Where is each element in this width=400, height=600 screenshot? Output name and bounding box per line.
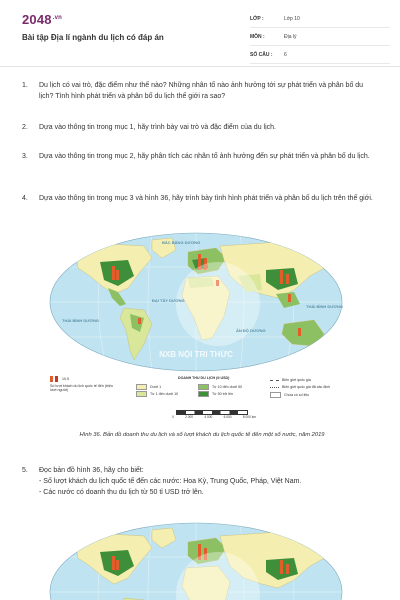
question-text: Du lịch có vai trò, đặc điểm như thế nào? Những nhân tố nào ảnh hưởng tới sự phát triển và phân bố du lịch? Tình hình phát triển và phân bố du lịch thế giới ra sao? [39, 82, 364, 100]
meta-table [250, 10, 390, 64]
world-map [48, 232, 344, 372]
site-logo[interactable] [22, 12, 62, 27]
word: nước [57, 489, 75, 496]
border-line-icon [270, 380, 279, 381]
legend-label: Từ 1 đến dưới 10 [150, 392, 179, 396]
word: có [76, 489, 84, 496]
legend-item [198, 384, 242, 390]
meta-row-class [250, 10, 390, 28]
question-text [39, 465, 379, 498]
word: lịch [128, 489, 140, 496]
bar-chart-icon [50, 376, 59, 382]
ocean-label: THÁI BÌNH DƯƠNG [62, 318, 99, 323]
legend-tourist-desc [50, 384, 120, 392]
document-title: Bài tập Địa lí ngành du lịch có đáp án [22, 33, 164, 42]
meta-row-subject [250, 28, 390, 46]
map-legend [48, 374, 348, 426]
logo-text: 2048 [22, 12, 52, 27]
word: từ [141, 489, 148, 496]
question-number: 4. [22, 195, 28, 202]
legend-item [136, 391, 178, 397]
legend-title: DOANH THU DU LỊCH (tỉ USD) [178, 376, 230, 380]
word: lên. [192, 489, 204, 496]
legend-label: Biên giới quốc gia đã xác định [282, 385, 331, 389]
legend-label: Dưới 1 [150, 385, 162, 389]
legend-label: Biên giới quốc gia [282, 378, 311, 382]
meta-key: LỚP : [250, 15, 264, 22]
world-map-repeat [48, 522, 344, 600]
legend-item [270, 378, 311, 382]
legend-label: 10,5 [62, 377, 69, 381]
question-number: 2. [22, 124, 28, 131]
world-map [48, 522, 344, 600]
question-number: 3. [22, 153, 28, 160]
question-text: Dựa vào thông tin trong mục 3 và hình 36, hãy trình bày tình hình phát triển và phân bố du lịch trên thế giới. [39, 195, 373, 202]
word: 50 [149, 489, 158, 496]
map-scale-labels [172, 415, 256, 419]
legend-item [270, 385, 330, 389]
scale-label: 8 000 km [242, 415, 256, 419]
scale-label: 2 000 [185, 415, 194, 419]
question-2 [22, 122, 382, 134]
word: Các [43, 489, 56, 496]
meta-value: 6 [284, 51, 287, 58]
word: USD [164, 489, 180, 496]
word: tỉ [159, 489, 163, 496]
meta-value: Lớp 10 [284, 15, 300, 22]
legend-swatch [136, 384, 147, 390]
ocean-label: THÁI BÌNH DƯƠNG [306, 304, 343, 309]
legend-swatch [198, 384, 209, 390]
ocean-label: ẤN ĐỘ DƯƠNG [236, 328, 266, 333]
world-map-figure-36 [48, 232, 344, 372]
legend-swatch [270, 392, 281, 398]
word: thu [107, 489, 117, 496]
legend-label: Từ 50 trở lên [212, 392, 233, 396]
logo-suffix: .vn [52, 14, 63, 21]
word: trở [181, 489, 191, 496]
document-header [0, 0, 400, 67]
question-intro: Đọc bản đồ hình 36, hãy cho biết: [39, 467, 144, 474]
scale-label: 6 000 [223, 415, 232, 419]
ocean-label: BẮC BĂNG DƯƠNG [162, 240, 201, 245]
legend-tourist-bars [50, 376, 69, 382]
border-line-icon [270, 387, 279, 388]
question-line-justified [39, 487, 379, 498]
legend-item [198, 391, 233, 397]
question-line: - Số lượt khách du lịch quốc tế đến các nước: Hoa Kỳ, Trung Quốc, Pháp, Việt Nam. [39, 478, 302, 485]
scale-label: 0 [172, 415, 174, 419]
question-text: Dựa vào thông tin trong mục 2, hãy phân tích các nhân tố ảnh hưởng đến sự phát triển và phân bố du lịch. [39, 153, 370, 160]
question-4 [22, 193, 382, 217]
legend-swatch [198, 391, 209, 397]
legend-swatch [136, 391, 147, 397]
scale-label: 4 000 [204, 415, 213, 419]
word: - [39, 489, 42, 496]
meta-value: Địa lý [284, 33, 297, 40]
figure-caption: Hình 36. Bản đồ doanh thu du lịch và số lượt khách du lịch quốc tế đến một số nước, năm 2019 [79, 432, 325, 438]
legend-label: Số lượt khách du lịch quốc tế đến (triệu lượt người) [50, 384, 113, 392]
legend-label: Chưa có số liệu [284, 393, 310, 397]
question-5 [22, 465, 382, 507]
legend-label: Từ 10 đến dưới 50 [212, 385, 243, 389]
meta-key: MÔN : [250, 33, 265, 40]
ocean-label: ĐẠI TÂY DƯƠNG [152, 298, 185, 303]
meta-row-count [250, 46, 390, 64]
map-watermark: NXB NỘI TRI THỨC [159, 350, 233, 359]
word: du [118, 489, 127, 496]
word: doanh [85, 489, 106, 496]
question-1 [22, 80, 382, 104]
question-number: 1. [22, 82, 28, 89]
question-text: Dựa vào thông tin trong mục 1, hãy trình bày vai trò và đặc điểm của du lịch. [39, 124, 276, 131]
legend-item [136, 384, 161, 390]
meta-key: SỐ CÂU : [250, 51, 273, 58]
question-number: 5. [22, 467, 28, 474]
legend-item [270, 392, 309, 398]
question-3 [22, 151, 382, 175]
